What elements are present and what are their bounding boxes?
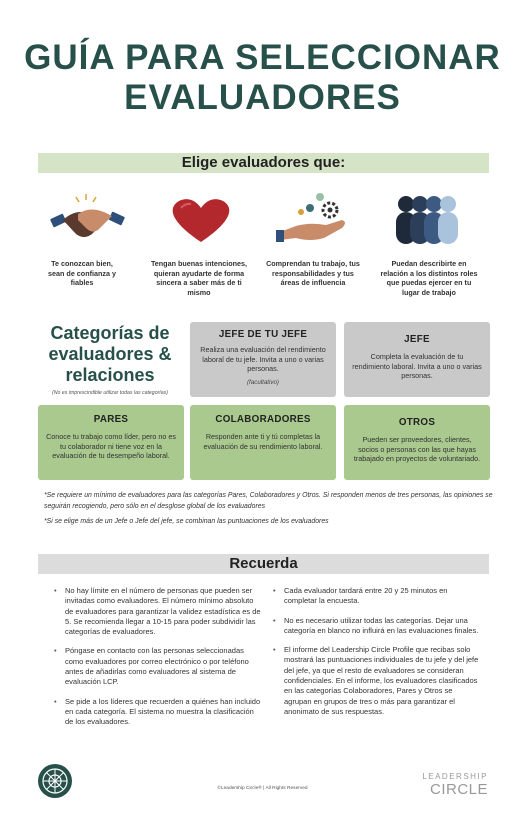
caption-intentions: Tengan buenas intenciones, quieran ayudarte de forma sincera a saber más de ti mismo xyxy=(150,259,248,297)
card-collaborators xyxy=(190,405,336,480)
remember-banner: Recuerda xyxy=(38,554,489,574)
card-collaborators-title: COLABORADORES xyxy=(215,414,311,425)
footnote-minimum: *Se requiere un mínimo de evaluadores para las categorías Pares, Colaboradores y Otros. Si responden menos de tres personas, las opiniones se seguirán recogiendo, pero sólo en el desglose global de los evaluadores xyxy=(44,492,493,510)
handshake-icon xyxy=(48,192,128,247)
card-boss xyxy=(344,322,490,397)
card-boss-of-boss-body: Realiza una evaluación del rendimiento laboral de tu jefe. Invita a uno o varias personas. xyxy=(200,345,326,373)
list-item: • Póngase en contacto con las personas seleccionadas como evaluadores por correo electrónico o por teléfono antes de añadirlas como evaluadores al sistema de evaluación LCP. xyxy=(54,646,262,687)
card-others xyxy=(344,405,490,480)
card-boss-of-boss-title: JEFE DE TU JEFE xyxy=(218,329,308,340)
copyright: ©Leadership Circle® | All Rights Reserved xyxy=(217,786,308,791)
title-line-1: GUÍA PARA SELECCIONAR xyxy=(24,38,501,77)
caption-roles: Puedan describirte en relación a los distintos roles que puedas ejercer en tu lugar de trabajo xyxy=(380,259,478,297)
categories-note: (No es imprescindible utilizar todas las categorías) xyxy=(52,390,168,396)
hand-gears-icon xyxy=(276,192,356,247)
card-others-title: OTROS xyxy=(398,417,436,428)
icons-row xyxy=(38,192,489,247)
list-item: • Cada evaluador tardará entre 20 y 25 minutos en completar la encuesta. xyxy=(273,586,481,607)
brand-name-bottom: CIRCLE xyxy=(429,781,488,798)
circle-logo-icon xyxy=(37,763,73,804)
card-boss-of-boss xyxy=(190,322,336,397)
remember-right-column xyxy=(273,586,481,726)
card-boss-body: Completa la evaluación de tu rendimiento laboral. Invita a uno o varias personas. xyxy=(352,352,482,380)
categories-title: Categorías de evaluadores & relaciones xyxy=(48,323,172,385)
card-boss-of-boss-optional: (facultativo) xyxy=(247,378,279,386)
caption-understand: Comprendan tu trabajo, tus responsabilidades y tus áreas de influencia xyxy=(266,259,360,287)
choose-banner: Elige evaluadores que: xyxy=(38,153,489,173)
page-title xyxy=(0,38,525,118)
caption-trust: Te conozcan bien, sean de confianza y fiables xyxy=(48,259,116,287)
heart-icon xyxy=(161,192,241,247)
footnote-combined: *Si se elige más de un Jefe o Jefe del jefe, se combinan las puntuaciones de los evaluadores xyxy=(44,518,329,525)
card-peers xyxy=(38,405,184,480)
card-boss-title: JEFE xyxy=(404,334,430,345)
card-peers-body: Conoce tu trabajo como líder, pero no es tu colaborador ni tiene voz en la evaluación de tu desempeño laboral. xyxy=(46,432,176,460)
brand-name-top: LEADERSHIP xyxy=(422,772,488,781)
title-line-2: EVALUADORES xyxy=(124,78,401,117)
card-others-body: Pueden ser proveedores, clientes, socios o personas con las que hayas trabajado en proyectos de voluntariado. xyxy=(353,435,481,463)
people-group-icon xyxy=(390,192,470,247)
remember-left-column xyxy=(54,586,262,737)
card-collaborators-body: Responden ante ti y tú completas la evaluación de su rendimiento laboral. xyxy=(203,432,323,451)
list-item: • El informe del Leadership Circle Profile que recibas solo mostrará las puntuaciones individuales de tu jefe y del jefe del jefe, ya que el resto de evaluadores se consideran confidenciales. En el informe, los evaluadores clasificados en las categorías Colaboradores, Pares y Otros se agrupan en grupos de tres o más para garantizar el anonimato de sus respuestas. xyxy=(273,645,481,717)
list-item: • No es necesario utilizar todas las categorías. Dejar una categoría en blanco no influirá en las evaluaciones finales. xyxy=(273,616,481,637)
list-item: • No hay límite en el número de personas que pueden ser invitadas como evaluadores. El número mínimo absoluto de evaluadores para garantizar la validez estadística es de 5. Se recomienda llegar a 10-15 para poder subdividir las categorías de evaluadores. xyxy=(54,586,262,637)
list-item: • Se pide a los líderes que recuerden a quiénes han incluido en cada categoría. El sistema no muestra la clasificación de los evaluadores. xyxy=(54,697,262,728)
card-peers-title: PARES xyxy=(93,414,129,425)
